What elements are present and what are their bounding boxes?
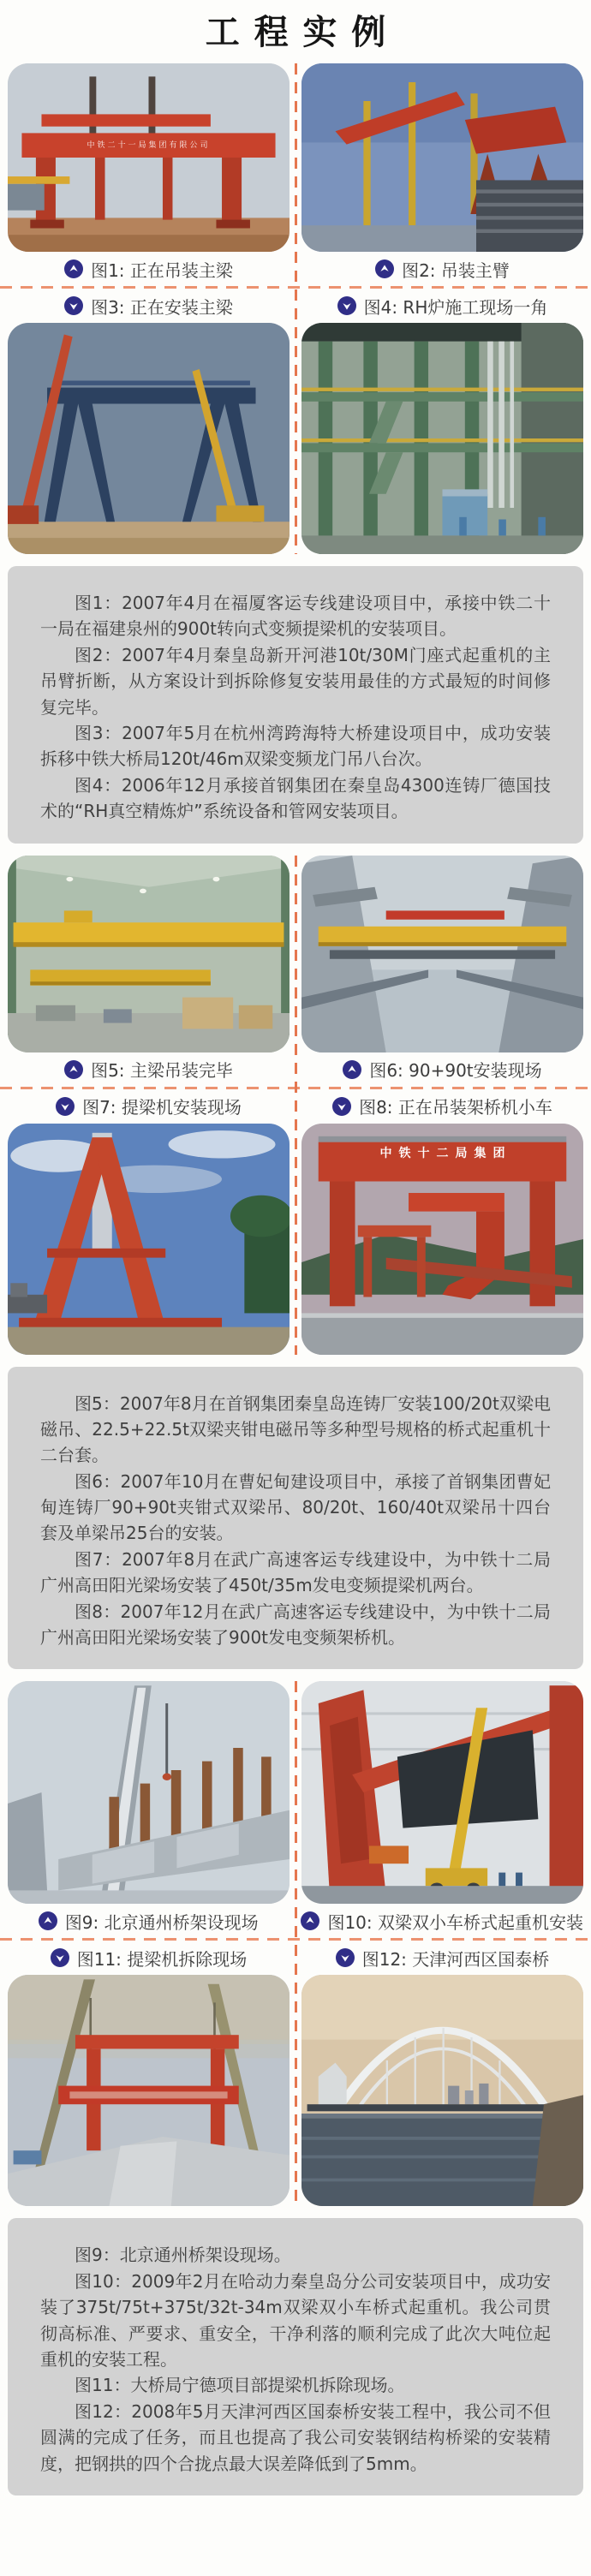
paragraph-fig4: 图4：2006年12月承接首钢集团在秦皇岛4300连铸厂德国技术的“RH真空精炼炉”系统设备和管网安装项目。	[40, 774, 551, 822]
caption-label: 图8: 正在吊装架桥机小车	[359, 1097, 552, 1118]
paragraph-fig10: 图10：2009年2月在哈动力秦皇岛分公司安装项目中，成功安装了375t/75t+375t/32t-34m双梁双小车桥式起重机。我公司贯彻高标准、严要求、重安全，干净利落的顺利完成了此次大吨位起重机的安装工程。	[40, 2270, 551, 2370]
textbox-3	[8, 2218, 583, 2496]
photo-fig10	[301, 1681, 583, 1904]
paragraph-fig9: 图9：北京通州桥架设现场。	[75, 2245, 291, 2266]
photo-row-top-2	[0, 856, 591, 1052]
paragraph-fig6: 图6：2007年10月在曹妃甸建设项目中，承接了首钢集团曹妃甸连铸厂90+90t夹钳式双梁吊、80/20t、160/40t双梁吊十四台套及单梁吊25台的安装。	[40, 1470, 551, 1544]
photo-fig9	[8, 1681, 290, 1904]
crane-beam-text-fig1: 中铁二十一局集团有限公司	[87, 141, 211, 150]
photo-fig2	[301, 63, 583, 252]
photo-fig3	[8, 323, 290, 554]
caption-label: 图11: 提梁机拆除现场	[76, 1948, 248, 1970]
photo-fig4	[301, 323, 583, 554]
caption-row-6	[0, 1941, 591, 1975]
photo-row-bottom-1	[0, 323, 591, 554]
paragraph-fig1: 图1：2007年4月在福厦客运专线建设项目中，承接中铁二十一局在福建泉州的900t转向式变频提梁机的安装项目。	[40, 593, 551, 640]
paragraph-fig5: 图5：2007年8月在首钢集团秦皇岛连铸厂安装100/20t双梁电磁吊、22.5+22.5t双梁夹钳电磁吊等多种型号规格的桥式起重机十二台套。	[40, 1392, 551, 1466]
caption-row-3	[0, 1052, 591, 1087]
caption-label: 图12: 天津河西区国泰桥	[361, 1948, 550, 1970]
up-arrow-icon	[64, 1060, 83, 1079]
up-arrow-icon	[64, 259, 83, 278]
bottom-whitespace	[0, 2507, 591, 2576]
caption-row-2	[0, 289, 591, 323]
caption-fig7	[8, 1094, 290, 1118]
caption-fig11	[8, 1946, 290, 1971]
caption-fig1	[8, 257, 290, 282]
caption-row-5	[0, 1904, 591, 1938]
photo-section-2	[0, 856, 591, 1355]
caption-label: 图9: 北京通州桥架设现场	[64, 1911, 259, 1933]
caption-fig5	[8, 1057, 290, 1082]
photo-fig8	[301, 1124, 583, 1355]
caption-fig9	[8, 1909, 289, 1934]
crane-beam-text-fig8: 中铁十二局集团	[379, 1146, 512, 1160]
caption-label: 图2: 吊装主臂	[402, 259, 510, 281]
caption-fig4	[301, 294, 583, 319]
caption-label: 图4: RH炉施工现场一角	[363, 296, 548, 318]
down-arrow-icon	[336, 1948, 355, 1967]
caption-fig6	[301, 1057, 583, 1082]
down-arrow-icon	[56, 1097, 75, 1116]
photo-row-top-1	[0, 63, 591, 252]
down-arrow-icon	[64, 296, 83, 315]
caption-fig10	[301, 1909, 583, 1934]
photo-fig6	[301, 856, 583, 1052]
paragraph-fig7: 图7：2007年8月在武广高速客运专线建设中，为中铁十二局广州高田阳光梁场安装了450t/35m发电变频提梁机两台。	[40, 1548, 551, 1596]
down-arrow-icon	[332, 1097, 351, 1116]
caption-fig3	[8, 294, 290, 319]
caption-label: 图1: 正在吊装主梁	[91, 259, 233, 281]
photo-section-1	[0, 63, 591, 554]
textbox-2	[8, 1367, 583, 1670]
caption-label: 图10: 双梁双小车桥式起重机安装	[327, 1911, 583, 1933]
photo-fig12	[301, 1975, 583, 2206]
paragraph-fig2: 图2：2007年4月秦皇岛新开河港10t/30M门座式起重机的主吊臂折断，从方案设计到拆除修复安装用最佳的方式最短的时间修复完毕。	[40, 644, 551, 718]
caption-fig8	[301, 1094, 583, 1118]
up-arrow-icon	[343, 1060, 361, 1079]
caption-label: 图5: 主梁吊装完毕	[91, 1060, 233, 1082]
photo-fig5	[8, 856, 290, 1052]
up-arrow-icon	[375, 259, 394, 278]
photo-row-bottom-2	[0, 1124, 591, 1355]
up-arrow-icon	[39, 1911, 57, 1930]
up-arrow-icon	[301, 1911, 319, 1930]
paragraph-fig8: 图8：2007年12月在武广高速客运专线建设中，为中铁十二局广州高田阳光梁场安装了900t发电变频架桥机。	[40, 1601, 551, 1649]
page-title: 工程实例	[205, 12, 400, 52]
photo-section-3	[0, 1681, 591, 2206]
photo-row-bottom-3	[0, 1975, 591, 2206]
caption-label: 图7: 提梁机安装现场	[82, 1097, 242, 1118]
paragraph-fig12: 图12：2008年5月天津河西区国泰桥安装工程中，我公司不但圆满的完成了任务，而且也提高了我公司安装钢结构桥梁的安装精度，把钢拱的四个合拢点最大误差降低到了5mm。	[40, 2400, 551, 2474]
down-arrow-icon	[337, 296, 356, 315]
textbox-1	[8, 566, 583, 844]
photo-row-top-3	[0, 1681, 591, 1904]
photo-fig11	[8, 1975, 290, 2206]
paragraph-fig11: 图11：大桥局宁德项目部提梁机拆除现场。	[75, 2375, 405, 2396]
caption-label: 图3: 正在安装主梁	[91, 296, 233, 318]
caption-row-4	[0, 1089, 591, 1124]
caption-label: 图6: 90+90t安装现场	[369, 1060, 542, 1082]
paragraph-fig3: 图3：2007年5月在杭州湾跨海特大桥建设项目中，成功安装拆移中铁大桥局120t/46m双梁变频龙门吊八台次。	[40, 722, 551, 770]
photo-fig1	[8, 63, 290, 252]
photo-fig7	[8, 1124, 290, 1355]
caption-fig12	[301, 1946, 583, 1971]
down-arrow-icon	[51, 1948, 69, 1967]
caption-row-1	[0, 252, 591, 286]
caption-fig2	[301, 257, 583, 282]
